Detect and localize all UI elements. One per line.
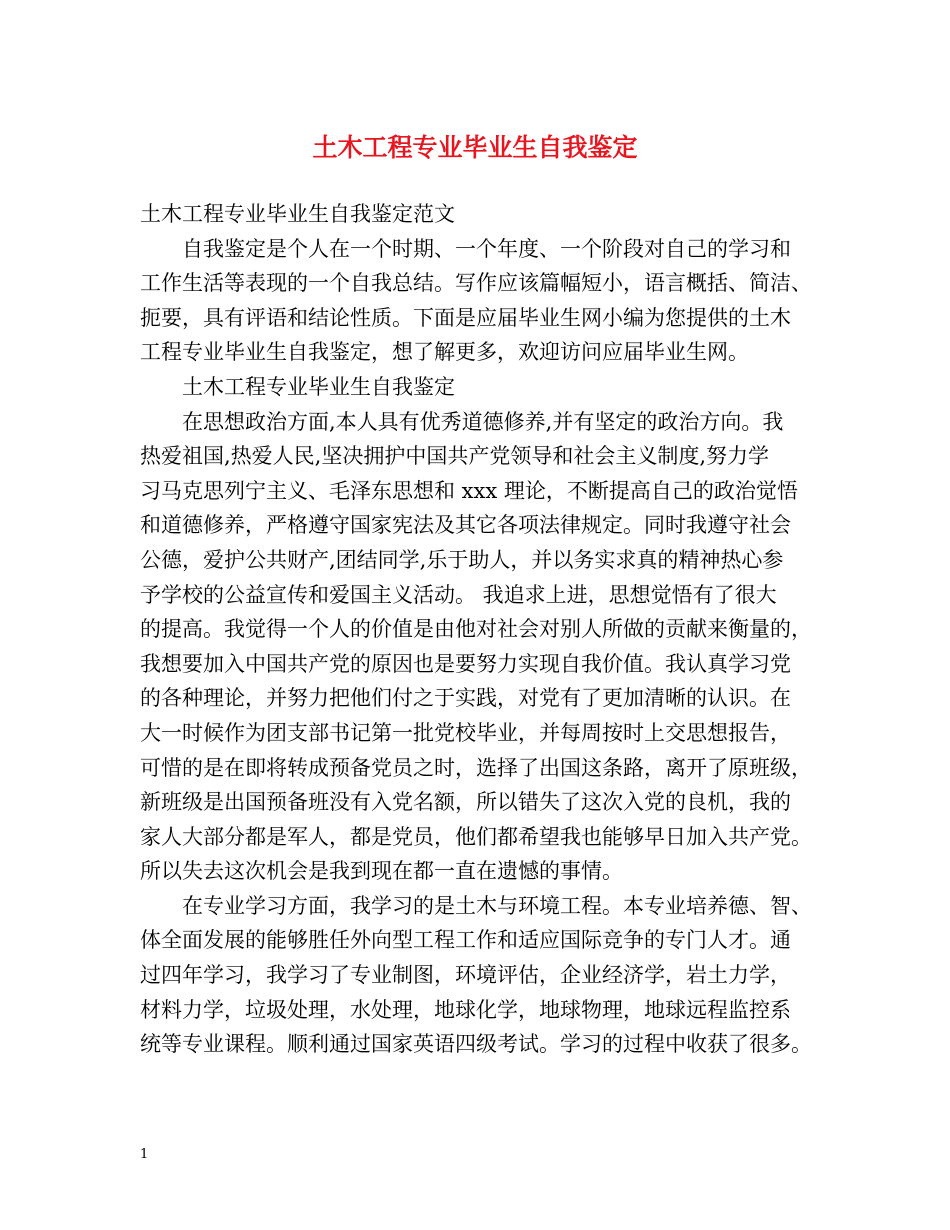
paragraph-line: 体全面发展的能够胜任外向型工程工作和适应国际竞争的专门人才。通 — [140, 928, 791, 953]
paragraph-line: 在思想政治方面,本人具有优秀道德修养,并有坚定的政治方向。我 — [182, 409, 784, 434]
section-heading: 土木工程专业毕业生自我鉴定 — [182, 374, 455, 399]
paragraph-line: 我想要加入中国共产党的原因也是要努力实现自我价值。我认真学习党 — [140, 651, 791, 676]
paragraph-line: 和道德修养，严格遵守国家宪法及其它各项法律规定。同时我遵守社会 — [140, 513, 791, 538]
paragraph-line: 公德，爱护公共财产,团结同学,乐于助人，并以务实求真的精神热心参 — [140, 547, 784, 572]
intro-line: 工程专业毕业生自我鉴定，想了解更多，欢迎访问应届毕业生网。 — [140, 340, 749, 365]
paragraph-line: 家人大部分都是军人，都是党员，他们都希望我也能够早日加入共产党。 — [140, 824, 812, 849]
paragraph-line: 新班级是出国预备班没有入党名额，所以错失了这次入党的良机，我的 — [140, 790, 791, 815]
paragraph-line: 材料力学，垃圾处理，水处理，地球化学，地球物理，地球远程监控系 — [140, 997, 791, 1022]
paragraph-political — [140, 405, 830, 889]
subtitle-line: 土木工程专业毕业生自我鉴定范文 — [140, 202, 455, 226]
paragraph-line: 可惜的是在即将转成预备党员之时，选择了出国这条路，离开了原班级， — [140, 755, 812, 780]
paragraph-line: 习马克思列宁主义、毛泽东思想和 xxx 理论，不断提高自己的政治觉悟 — [140, 478, 798, 503]
page-number: 1 — [140, 1147, 149, 1162]
paragraph-line: 过四年学习，我学习了专业制图，环境评估，企业经济学，岩土力学， — [140, 963, 791, 988]
paragraph-line: 的各种理论，并努力把他们付之于实践，对党有了更加清晰的认识。在 — [140, 686, 791, 711]
paragraph-line: 予学校的公益宣传和爱国主义活动。 我追求上进，思想觉悟有了很大 — [140, 582, 777, 607]
paragraph-line: 热爱祖国,热爱人民,坚决拥护中国共产党领导和社会主义制度,努力学 — [140, 444, 770, 469]
paragraph-line: 大一时候作为团支部书记第一批党校毕业，并每周按时上交思想报告， — [140, 720, 791, 745]
paragraph-line: 的提高。我觉得一个人的价值是由他对社会对别人所做的贡献来衡量的， — [140, 617, 812, 642]
intro-line: 自我鉴定是个人在一个时期、一个年度、一个阶段对自己的学习和 — [182, 236, 791, 261]
document-title: 土木工程专业毕业生自我鉴定 — [312, 133, 638, 162]
paragraph-line: 所以失去这次机会是我到现在都一直在遗憾的事情。 — [140, 859, 623, 884]
paragraph-study — [140, 889, 830, 1062]
intro-line: 工作生活等表现的一个自我总结。写作应该篇幅短小，语言概括、简洁、 — [140, 271, 812, 296]
paragraph-line: 统等专业课程。顺利通过国家英语四级考试。学习的过程中收获了很多。 — [140, 1032, 812, 1057]
intro-paragraph — [140, 232, 830, 370]
paragraph-line: 在专业学习方面，我学习的是土木与环境工程。本专业培养德、智、 — [182, 893, 812, 918]
intro-line: 扼要，具有评语和结论性质。下面是应届毕业生网小编为您提供的土木 — [140, 305, 791, 330]
document-body — [140, 197, 830, 1062]
